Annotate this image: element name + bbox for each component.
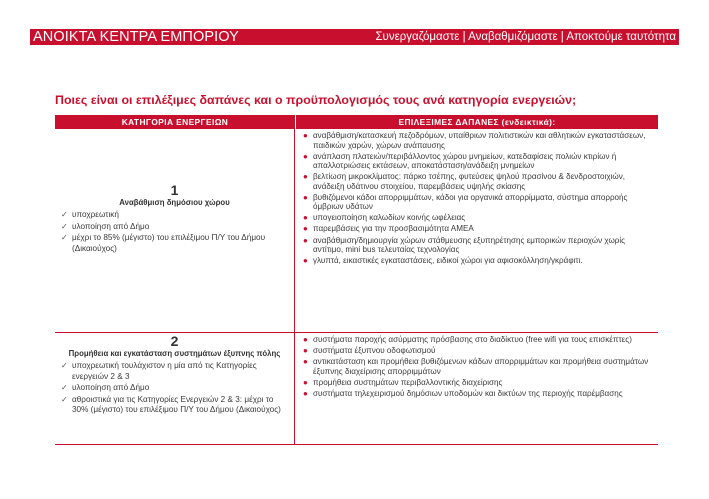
bullet-icon: ● xyxy=(303,357,308,367)
bullet-icon: ● xyxy=(303,172,308,182)
check-icon: ✓ xyxy=(61,233,68,243)
bullet-icon: ● xyxy=(303,335,308,344)
condition-item: ✓ υποχρεωτική xyxy=(61,210,119,219)
section-question: Ποιες είναι οι επιλέξιμες δαπάνες και ο προϋπολογισμός τους ανά κατηγορία ενεργειών; xyxy=(55,93,577,107)
expense-item: ● βυθιζόμενοι κάδοι απορριμμάτων, κάδοι για οργανικά απορρίμματα, σύστημα απορροής όμβριων υδάτων xyxy=(303,192,628,212)
expense-item: ● συστήματα έξυπνου οδοφωτισμού xyxy=(303,346,436,356)
table-row xyxy=(55,129,658,333)
table-header xyxy=(55,115,658,129)
expense-item: ● αναβάθμιση/δημιουργία χώρων στάθμευσης εξυπηρέτησης εμπορικών περιοχών χωρίς αντίτιμο, mini bus τελευταίας τεχνολογίας xyxy=(303,235,626,255)
expense-item: ● υπογειοποίηση καλωδίων κοινής ωφέλειας xyxy=(303,213,466,223)
category-title: Αναβάθμιση δημόσιου χώρου xyxy=(119,198,230,207)
condition-list xyxy=(61,361,288,416)
expense-item: ● βελτίωση μικροκλίματος: πάρκο τσέπης, φυτεύσεις ψηλού πρασίνου & δενδροστοιχιών, ανάδειξη υδάτινου στοιχείου, παρεμβάσεις υψηλής σκίασης xyxy=(303,172,625,191)
header-banner xyxy=(30,29,679,45)
expenses-table xyxy=(55,115,658,445)
expense-list xyxy=(303,335,654,398)
bullet-icon: ● xyxy=(303,256,308,266)
check-icon: ✓ xyxy=(61,394,68,404)
expense-list xyxy=(303,131,654,266)
bullet-icon: ● xyxy=(303,131,308,140)
check-icon: ✓ xyxy=(61,221,68,231)
bullet-icon: ● xyxy=(303,388,308,398)
expense-item: ● γλυπτά, εικαστικές εγκαταστάσεις, ειδικοί χώροι για αφισοκόλληση/γκράφιτι. xyxy=(303,256,583,266)
expense-item: ● ανάπλαση πλατειών/περιβάλλοντος χώρου μνημείων, κατεδαφίσεις πολιών κτιρίων ή απαλλοτριώσεις εκτάσεων, αποκατάσταση/ανάδειξη μνημείων xyxy=(303,151,617,171)
bullet-icon: ● xyxy=(303,377,308,387)
check-icon: ✓ xyxy=(61,210,68,219)
banner-tagline: Συνεργαζόμαστε | Αναβαθμιζόμαστε | Αποκτούμε ταυτότητα xyxy=(375,31,676,43)
bullet-icon: ● xyxy=(303,346,308,356)
bullet-icon: ● xyxy=(303,235,308,245)
header-expenses: ΕΠΙΛΕΞΙΜΕΣ ΔΑΠΑΝΕΣ (ενδεικτικά): xyxy=(398,117,556,127)
header-category: ΚΑΤΗΓΟΡΙΑ ΕΝΕΡΓΕΙΩΝ xyxy=(55,115,296,129)
condition-item: ✓ υλοποίηση από Δήμο xyxy=(61,221,150,231)
category-number: 2 xyxy=(170,333,179,349)
expense-item: ● προμήθεια συστημάτων περιβαλλοντικής διαχείρισης xyxy=(303,377,503,387)
bullet-icon: ● xyxy=(303,213,308,223)
expense-item: ● αντικατάσταση και προμήθεια βυθιζόμενων κάδων απορριμμάτων και προμήθεια συστημάτων έξυπνης διαχείρισης απορριμμάτων xyxy=(303,357,649,376)
expenses-cell xyxy=(295,333,658,444)
category-title: Προμήθεια και εγκατάσταση συστημάτων έξυπνης πόλης xyxy=(68,349,281,358)
condition-item: ✓ μέχρι το 85% (μέγιστο) του επιλέξιμου Π/Υ του Δήμου (Δικαιούχος) xyxy=(61,233,266,253)
condition-list xyxy=(61,210,288,254)
category-cell xyxy=(55,129,295,332)
condition-item: ✓ υλοποίηση από Δήμο xyxy=(61,383,150,393)
condition-item: ✓ υποχρεωτική τουλάχιστον η μία από τις Κατηγορίες ενεργειών 2 & 3 xyxy=(61,361,257,381)
check-icon: ✓ xyxy=(61,361,68,370)
check-icon: ✓ xyxy=(61,383,68,393)
table-row xyxy=(55,333,658,445)
category-cell xyxy=(55,333,295,444)
expense-item: ● συστήματα τηλεχειρισμού δημόσιων υποδομών και δικτύων της περιοχής παρέμβασης xyxy=(303,388,623,398)
bullet-icon: ● xyxy=(303,151,308,161)
expense-item: ● παρεμβάσεις για την προσβασιμότητα ΑΜΕΑ xyxy=(303,224,474,234)
bullet-icon: ● xyxy=(303,192,308,202)
category-number: 1 xyxy=(170,182,179,198)
banner-title: ΑΝΟΙΚΤΑ ΚΕΝΤΡΑ ΕΜΠΟΡΙΟΥ xyxy=(33,29,239,45)
bullet-icon: ● xyxy=(303,224,308,234)
expense-item: ● αναβάθμιση/κατασκευή πεζοδρόμων, υπαίθριων πολιτιστικών και αθλητικών εγκαταστάσεων, παιδικών χαρών, χώρων ανάπαυσης xyxy=(303,131,646,150)
condition-item: ✓ αθροιστικά για τις Κατηγορίες Ενεργειών 2 & 3: μέχρι το 30% (μέγιστο) του επιλέξιμου Π/Υ του Δήμου (Δικαιούχος) xyxy=(61,394,281,415)
expenses-cell xyxy=(295,129,658,332)
expense-item: ● συστήματα παροχής ασύρματης πρόσβασης στο διαδίκτυο (free wifi για τους επισκέπτες) xyxy=(303,335,632,344)
